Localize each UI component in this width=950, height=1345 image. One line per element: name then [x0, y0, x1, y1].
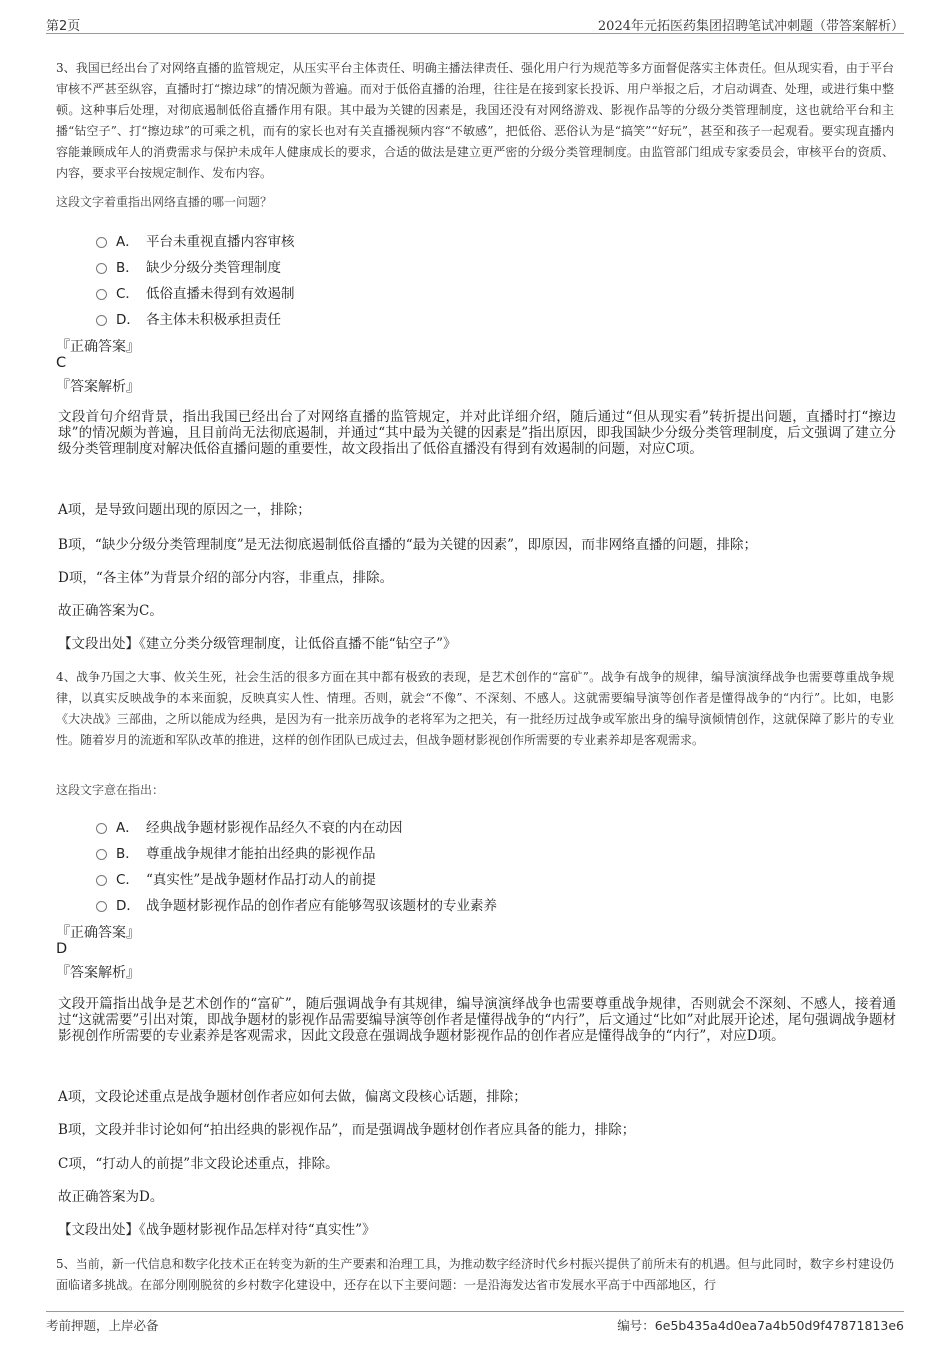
- question-4-answer: D: [56, 941, 68, 957]
- footer-slogan: 考前押题，上岸必备: [46, 1318, 159, 1333]
- option-key: B．: [116, 260, 139, 276]
- option-key: A．: [116, 234, 139, 250]
- question-3-conclusion: 故正确答案为C。: [58, 603, 163, 619]
- option-key: C．: [116, 872, 139, 888]
- question-4-option-b[interactable]: [96, 839, 796, 865]
- question-3-option-c[interactable]: [96, 279, 796, 305]
- question-3-note-a: A项，是导致问题出现的原因之一，排除；: [58, 502, 311, 518]
- option-key: D．: [116, 312, 140, 328]
- question-3-option-b[interactable]: [96, 253, 796, 279]
- question-4-prompt: 这段文字意在指出：: [56, 783, 165, 797]
- radio-icon[interactable]: [96, 823, 107, 834]
- option-key: D．: [116, 898, 140, 914]
- question-3-source: 【文段出处】《建立分类分级管理制度，让低俗直播不能“钻空子”》: [58, 636, 457, 652]
- question-3-note-d: D项，“各主体”为背景介绍的部分内容，非重点，排除。: [58, 570, 394, 586]
- question-4-option-a[interactable]: [96, 813, 796, 839]
- radio-icon[interactable]: [96, 263, 107, 274]
- question-3-note-b: B项，“缺少分级分类管理制度”是无法彻底遏制低俗直播的“最为关键的因素”，即原因，而非网络直播的问题，排除；: [58, 537, 758, 553]
- code-value: 6e5b435a4d0ea7a4b50d9f47871813e6: [654, 1318, 904, 1333]
- option-text: 低俗直播未得到有效遏制: [146, 286, 295, 302]
- option-text: 缺少分级分类管理制度: [146, 260, 281, 276]
- question-4-conclusion: 故正确答案为D。: [58, 1189, 164, 1205]
- question-4-option-c[interactable]: [96, 865, 796, 891]
- question-3-answer: C: [56, 355, 67, 371]
- radio-icon[interactable]: [96, 237, 107, 248]
- question-3-option-d[interactable]: [96, 305, 796, 331]
- page-header: [46, 13, 904, 34]
- question-3-stem: 3、我国已经出台了对网络直播的监管规定，从压实平台主体责任、明确主播法律责任、强化用户行为规范等多方面督促落实主体责任。但从现实看，由于平台审核不严甚至纵容，直播时打“擦边球”的情况颇为普遍。而对于低俗直播的治理，往往是在接到家长投诉、用户举报之后，才启动调查、处理，或进行集中整顿。这种事后处理，对彻底遏制低俗直播作用有限。其中最为关键的因素是，我国还没有对网络游戏、影视作品等的分级分类管理制度，这也就给平台和主播“钻空子”、打“擦边球”的可乘之机，而有的家长也对有关直播视频内容“不敏感”，把低俗、恶俗认为是“搞笑”“好玩”，甚至和孩子一起观看。要实现直播内容能兼顾成年人的消费需求与保护未成年人健康成长的要求，合适的做法是建立更严密的分级分类管理制度。由监管部门组成专家委员会，审核平台的资质、内容，要求平台按规定制作、发布内容。: [56, 61, 894, 180]
- option-key: A．: [116, 820, 139, 836]
- option-text: 战争题材影视作品的创作者应有能够驾驭该题材的专业素养: [146, 898, 497, 914]
- document-code: [617, 1316, 904, 1334]
- question-5-stem: 5、当前，新一代信息和数字化技术正在转变为新的生产要素和治理工具，为推动数字经济时代乡村振兴提供了前所未有的机遇。但与此同时，数字乡村建设仍面临诸多挑战。在部分刚刚脱贫的乡村数字化建设中，还存在以下主要问题：一是沿海发达省市发展水平高于中西部地区，行: [56, 1257, 894, 1292]
- question-4-source: 【文段出处】《战争题材影视作品怎样对待“真实性”》: [58, 1222, 376, 1238]
- question-4-note-a: A项，文段论述重点是战争题材创作者应如何去做，偏离文段核心话题，排除；: [58, 1089, 527, 1105]
- radio-icon[interactable]: [96, 289, 107, 300]
- radio-icon[interactable]: [96, 849, 107, 860]
- document-title: 2024年元拓医药集团招聘笔试冲刺题（带答案解析）: [597, 19, 904, 34]
- question-4-option-d[interactable]: [96, 891, 796, 917]
- question-4-note-b: B项，文段并非讨论如何“拍出经典的影视作品”，而是强调战争题材创作者应具备的能力，排除；: [58, 1122, 636, 1138]
- question-4-stem: 4、战争乃国之大事、攸关生死，社会生活的很多方面在其中都有极致的表现，是艺术创作的“富矿”。战争有战争的规律，编导演演绎战争也需要尊重战争规律，以真实反映战争的本来面貌，反映真实人性、情理。否则，就会“不像”、不深刻、不感人。这就需要编导演等创作者是懂得战争的“内行”。比如，电影《大决战》三部曲，之所以能成为经典，是因为有一批亲历战争的老将军为之把关，有一批经历过战争或军旅出身的编导演倾情创作，这就保障了影片的专业性。随着岁月的流逝和军队改革的推进，这样的创作团队已成过去，但战争题材影视创作所需要的专业素养却是客观需求。: [56, 670, 894, 747]
- question-3-options: [96, 227, 796, 331]
- question-3-option-a[interactable]: [96, 227, 796, 253]
- question-4-analysis-label: 『答案解析』: [56, 965, 140, 981]
- radio-icon[interactable]: [96, 315, 107, 326]
- question-3-analysis-label: 『答案解析』: [56, 379, 140, 395]
- question-3-answer-label: 『正确答案』: [56, 339, 140, 355]
- code-label: 编号：: [617, 1318, 655, 1333]
- radio-icon[interactable]: [96, 901, 107, 912]
- option-text: 尊重战争规律才能拍出经典的影视作品: [146, 846, 376, 862]
- question-4-analysis: 文段开篇指出战争是艺术创作的“富矿”，随后强调战争有其规律，编导演演绎战争也需要尊重战争规律，否则就会不深刻、不感人，接着通过“这就需要”引出对策，即战争题材的影视作品需要编导演等创作者是懂得战争的“内行”，后文通过“比如”对此展开论述，尾句强调战争题材影视创作所需要的专业素养是客观需求，因此文段意在强调战争题材影视作品的创作者应是懂得战争的“内行”，对应D项。: [58, 996, 896, 1044]
- option-key: B．: [116, 846, 139, 862]
- question-3-prompt: 这段文字着重指出网络直播的哪一问题？: [56, 195, 273, 209]
- radio-icon[interactable]: [96, 875, 107, 886]
- option-text: 经典战争题材影视作品经久不衰的内在动因: [146, 820, 403, 836]
- question-3-analysis: 文段首句介绍背景，指出我国已经出台了对网络直播的监管规定，并对此详细介绍，随后通过“但从现实看”转折提出问题，直播时打“擦边球”的情况颇为普遍，且目前尚无法彻底遏制，并通过“其中最为关键的因素是”指出原因，即我国缺少分级分类管理制度，后文强调了建立分级分类管理制度对解决低俗直播问题的重要性，故文段指出了低俗直播没有得到有效遏制的问题，对应C项。: [58, 409, 896, 457]
- page-number: 第2页: [46, 19, 81, 34]
- question-4-options: [96, 813, 796, 917]
- question-4-note-c: C项，“打动人的前提”非文段论述重点，排除。: [58, 1156, 339, 1172]
- option-key: C．: [116, 286, 139, 302]
- page-footer: [46, 1311, 904, 1334]
- option-text: 各主体未积极承担责任: [146, 312, 281, 328]
- question-4-answer-label: 『正确答案』: [56, 925, 140, 941]
- option-text: “真实性”是战争题材作品打动人的前提: [146, 872, 376, 888]
- option-text: 平台未重视直播内容审核: [146, 234, 295, 250]
